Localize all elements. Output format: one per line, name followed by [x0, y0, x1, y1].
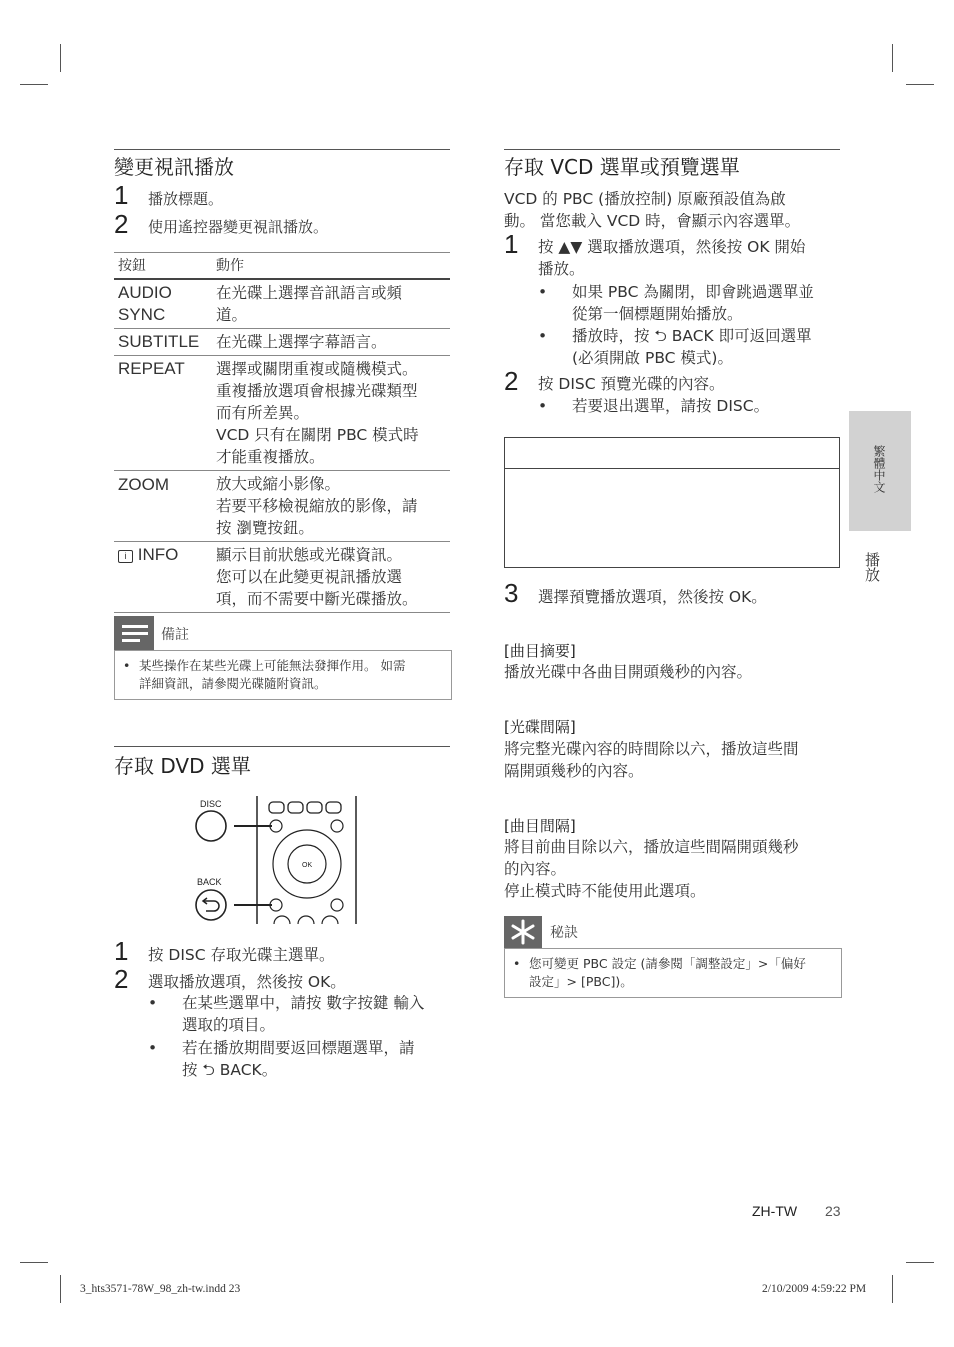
step-number: 1 [504, 229, 519, 259]
page-number: 23 [825, 1203, 841, 1219]
tip-icon [504, 916, 542, 948]
button-name: REPEAT [114, 356, 212, 471]
info-icon: i [118, 550, 133, 563]
ok-button-label: OK [302, 862, 313, 869]
step-number: 2 [504, 366, 519, 396]
step-text: 播放標題。 [148, 190, 224, 208]
back-button-icon [196, 890, 226, 920]
crop-mark [20, 1262, 48, 1263]
section-rule [114, 746, 450, 747]
preview-menu-illustration [504, 437, 840, 568]
option-desc: 將目前曲目除以六，播放這些間隔開頭幾秒 的內容。 停止模式時不能使用此選項。 [504, 838, 799, 900]
button-action: 放大或縮小影像。 若要平移檢視縮放的影像，請 按 瀏覽按鈕。 [212, 471, 450, 542]
step-text: 按 DISC 存取光碟主選單。 [148, 946, 335, 964]
step-text: 使用遙控器變更視訊播放。 [148, 218, 329, 236]
file-info: 3_hts3571-78W_98_zh-tw.indd 23 [80, 1283, 241, 1295]
button-action: 顯示目前狀態或光碟資訊。 您可以在此變更視訊播放選 項，而不需要中斷光碟播放。 [212, 542, 450, 613]
disc-button-icon [196, 811, 226, 841]
crop-mark [906, 84, 934, 85]
step-number: 3 [504, 578, 519, 608]
step-text: 選擇預覽播放選項，然後按 OK。 [538, 588, 767, 606]
tip-text: 設定」> [PBC])。 [529, 974, 633, 989]
note-label: 備註 [161, 627, 189, 643]
language-tab-label: 繁體中文 [872, 445, 886, 493]
dvd-section-title: 存取 DVD 選單 [114, 754, 251, 778]
lang-code: ZH-TW [752, 1203, 798, 1219]
timestamp: 2/10/2009 4:59:22 PM [762, 1283, 867, 1295]
option-name: [光碟間隔] [504, 718, 576, 736]
tip-label: 秘訣 [550, 925, 578, 941]
crop-mark [892, 1275, 893, 1303]
button-name: SUBTITLE [114, 329, 212, 356]
button-name: ZOOM [114, 471, 212, 542]
option-desc: 播放光碟中各曲目開頭幾秒的內容。 [504, 663, 753, 681]
step-number: 1 [114, 180, 129, 210]
option-desc: 將完整光碟內容的時間除以六，播放這些間 隔開頭幾秒的內容。 [504, 740, 799, 780]
table-header: 按鈕 [114, 253, 212, 279]
crop-mark [906, 1262, 934, 1263]
step-number: 2 [114, 209, 129, 239]
button-action: 在光碟上選擇字幕語言。 [212, 329, 450, 356]
crop-mark [892, 44, 893, 72]
button-name: AUDIO SYNC [114, 279, 212, 329]
crop-mark [60, 1275, 61, 1303]
back-callout-label: BACK [197, 877, 222, 887]
button-name: i INFO [114, 542, 212, 613]
option-name: [曲目間隔] [504, 817, 576, 835]
crop-mark [60, 44, 61, 72]
table-row [114, 329, 450, 356]
table-row [114, 279, 450, 329]
vcd-section-title: 存取 VCD 選單或預覽選單 [504, 155, 740, 179]
vcd-intro: VCD 的 PBC (播放控制) 原廠預設值為啟 動。 當您載入 VCD 時，會顯示內容選單。 [504, 190, 801, 230]
tip-text: 您可變更 PBC 設定 (請參閱「調整設定」>「偏好 [529, 956, 806, 971]
crop-mark [20, 84, 48, 85]
tip-box: • 您可變更 PBC 設定 (請參閱「調整設定」>「偏好 設定」> [PBC])。 [504, 948, 842, 998]
disc-callout-label: DISC [200, 799, 222, 809]
step-text: 按 DISC 預覽光碟的內容。 [538, 375, 725, 393]
table-header: 動作 [212, 253, 450, 279]
option-name: [曲目摘要] [504, 642, 576, 660]
table-row [114, 471, 450, 542]
step-number: 1 [114, 936, 129, 966]
section-rule [114, 149, 450, 150]
remote-illustration [190, 792, 360, 927]
section-tab-label: 播放 [863, 552, 881, 582]
note-icon [114, 616, 154, 650]
note-box: • 某些操作在某些光碟上可能無法發揮作用。 如需 詳細資訊，請參閱光碟隨附資訊。 [114, 650, 452, 700]
step-number: 2 [114, 964, 129, 994]
controls-table [114, 253, 450, 613]
button-action: 在光碟上選擇音訊語言或頻 道。 [212, 279, 450, 329]
button-action: 選擇或關閉重複或隨機模式。 重複播放選項會根據光碟類型 而有所差異。 VCD 只有在關閉 PBC 模式時 才能重複播放。 [212, 356, 450, 471]
table-row [114, 542, 450, 613]
note-text: 某些操作在某些光碟上可能無法發揮作用。 如需 [139, 658, 406, 673]
table-row [114, 356, 450, 471]
video-section-title: 變更視訊播放 [114, 155, 234, 179]
language-tab [849, 411, 911, 531]
step-text: 選取播放選項，然後按 OK。 [148, 973, 346, 991]
note-text: 詳細資訊，請參閱光碟隨附資訊。 [139, 676, 327, 691]
step-text: 按 ▲▼ 選取播放選項，然後按 OK 開始 播放。 [538, 238, 806, 278]
section-rule [504, 149, 840, 150]
